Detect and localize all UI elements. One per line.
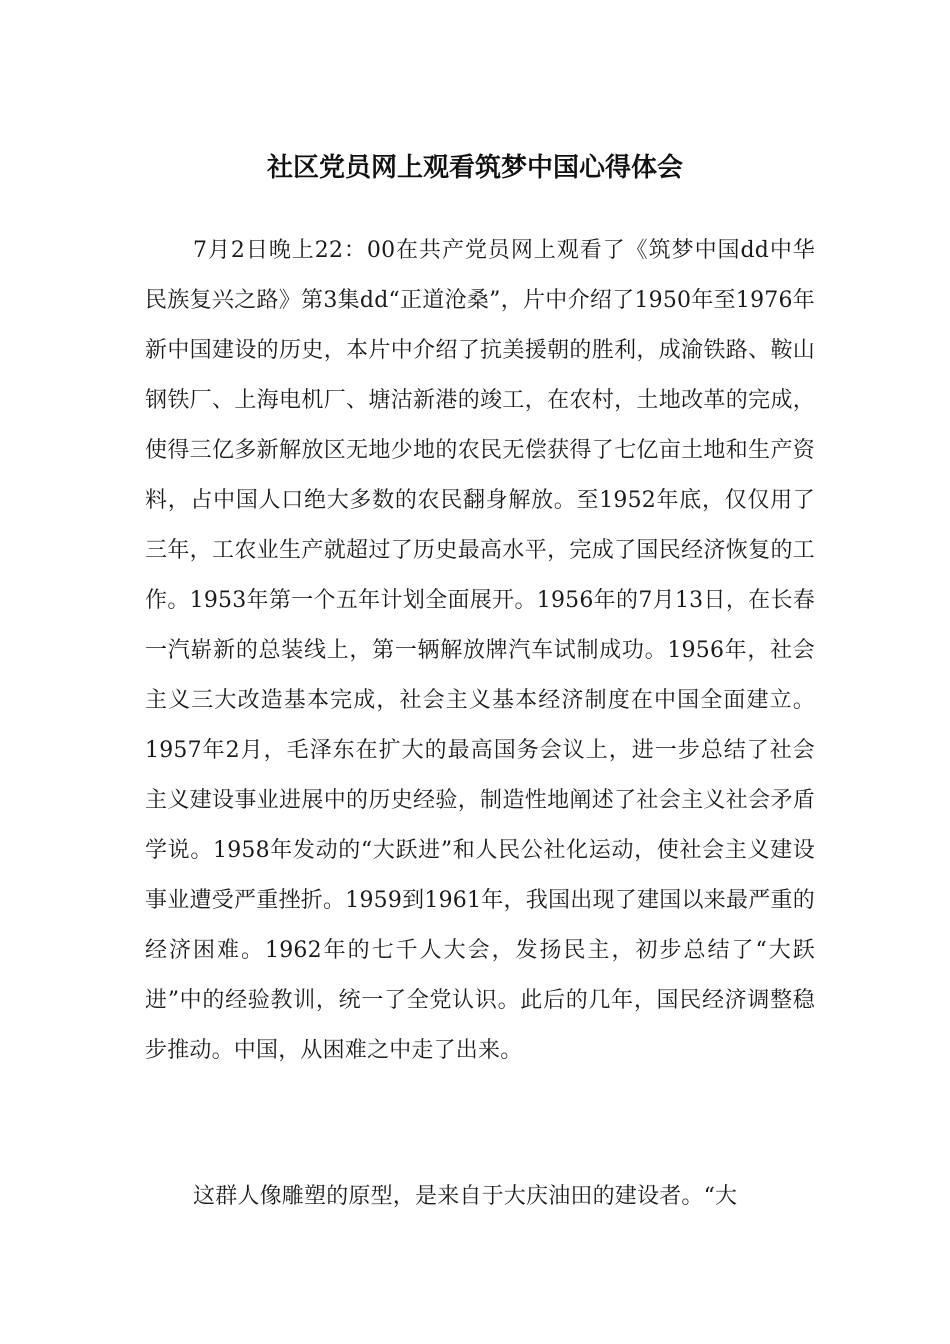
body-paragraph: 7月2日晚上22：00在共产党员网上观看了《筑梦中国dd中华民族复兴之路》第3集dd“正道沧桑”，片中介绍了1950年至1976年新中国建设的历史，本片中介绍了抗美援朝的胜利，成渝铁路、鞍山钢铁厂、上海电机厂、塘沽新港的竣工，在农村，土地改革的完成，使得三亿多新解放区无地少地的农民无偿获得了七亿亩土地和生产资料，占中国人口绝大多数的农民翻身解放。至1952年底，仅仅用了三年，工农业生产就超过了历史最高水平，完成了国民经济恢复的工作。1953年第一个五年计划全面展开。1956年的7月13日，在长春一汽崭新的总装线上，第一辆解放牌汽车试制成功。1956年，社会主义三大改造基本完成，社会主义基本经济制度在中国全面建立。1957年2月，毛泽东在扩大的最高国务会议上，进一步总结了社会主义建设事业进展中的历史经验，制造性地阐述了社会主义社会矛盾学说。1958年发动的“大跃进”和人民公社化运动，使社会主义建设事业遭受严重挫折。1959到1961年，我国出现了建国以来最严重的经济困难。1962年的七千人大会，发扬民主，初步总结了“大跃进”中的经验教训，统一了全党认识。此后的几年，国民经济调整稳步推动。中国，从困难之中走了出来。 [145, 238, 815, 1063]
document-title: 社区党员网上观看筑梦中国心得体会 [266, 153, 683, 184]
body-paragraph: 这群人像雕塑的原型，是来自于大庆油田的建设者。“大 [193, 1184, 738, 1209]
